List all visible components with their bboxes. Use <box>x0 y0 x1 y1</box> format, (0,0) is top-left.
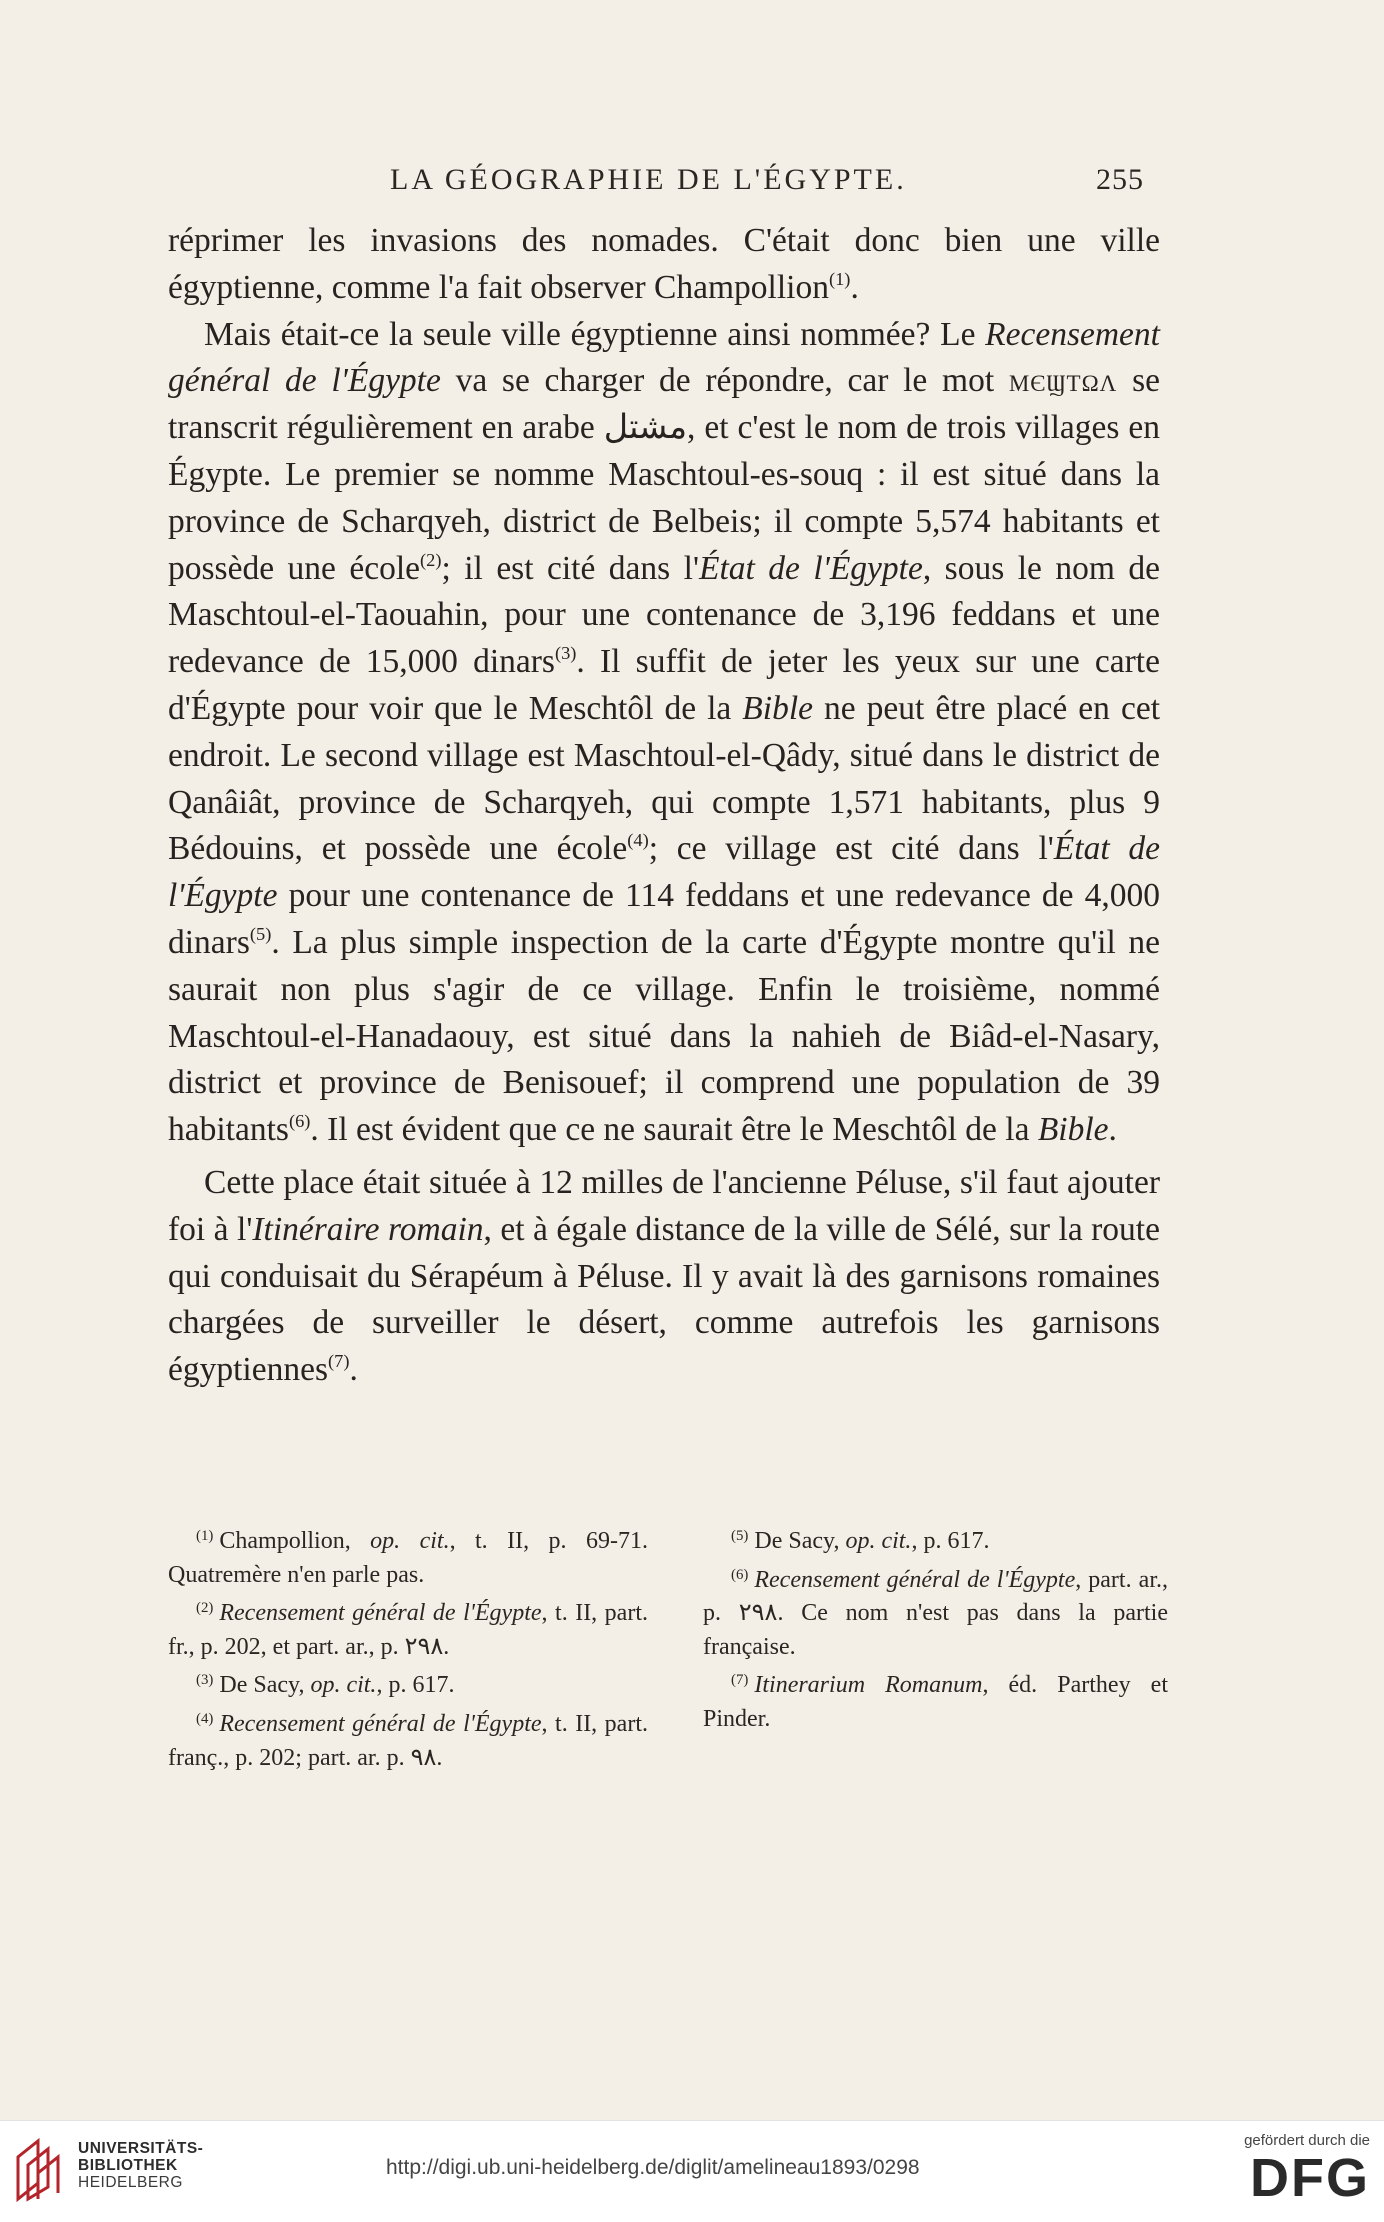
footnote-ref-4[interactable]: (4) <box>627 830 649 851</box>
footnote-ref-2[interactable]: (2) <box>420 549 442 570</box>
dfg-logo[interactable]: DFG <box>1250 2148 1370 2208</box>
footnote-1: $^{(1)}$ Champollion, op. cit., t. II, p. 69-71. Quatremère n'en parle pas. <box>168 1528 648 1588</box>
running-title: LA GÉOGRAPHIE DE L'ÉGYPTE. <box>390 163 907 196</box>
paragraph-3: Cette place était située à 12 milles de l'ancienne Péluse, s'il faut ajouter foi à l'Itinéraire romain, et à égale distance de la ville de Sélé, sur la route qui conduisait du Sérapéum à Péluse. Il y avait là des garnisons romaines chargées de surveiller le désert, comme autrefois les garnisons égyptiennes$^{(7)}$. <box>168 1163 1160 1389</box>
permalink-url[interactable]: http://digi.ub.uni-heidelberg.de/diglit/amelineau1893/0298 <box>386 2156 920 2179</box>
library-name-line-2: BIBLIOTHEK <box>78 2157 178 2174</box>
footnote-4: $^{(4)}$ Recensement général de l'Égypte, t. II, part. franç., p. 202; part. ar. p. ٩٨. <box>168 1711 648 1771</box>
footnote-ref-1[interactable]: (1) <box>828 268 851 289</box>
page-number: 255 <box>1096 163 1144 196</box>
footnote-5: $^{(5)}$ De Sacy, op. cit., p. 617. <box>731 1528 990 1555</box>
footnote-3: $^{(3)}$ De Sacy, op. cit., p. 617. <box>196 1672 455 1699</box>
footnotes-left-column <box>168 1520 648 1775</box>
coptic-word: мєϣтωλ <box>1008 362 1118 400</box>
main-text <box>168 218 1160 1394</box>
paragraph-1: réprimer les invasions des nomades. C'était donc bien une ville égyptienne, comme l'a fait observer Champollion$^{(1)}$. <box>168 222 1160 306</box>
paragraph-2: Mais était-ce la seule ville égyptienne ainsi nommée? Le Recensement général de l'Égypte va se charger de répondre, car le mot мєϣтωλ se transcrit régulièrement en arabe مشتل, et c'est le nom de trois villages en Égypte. Le premier se nomme Maschtoul-es-souq : il est situé dans la province de Scharqyeh, district de Belbeis; il compte 5,574 habitants et possède une école$^{(2)}$; il est cité dans l'État de l'Égypte, sous le nom de Maschtoul-el-Taouahin, pour une contenance de 3,196 feddans et une redevance de 15,000 dinars$^{(3)}$. Il suffit de jeter les yeux sur une carte d'Égypte pour voir que le Meschtôl de la Bible ne peut être placé en cet endroit. Le second village est Maschtoul-el-Qâdy, situé dans le district de Qanâiât, province de Scharqyeh, qui compte 1,571 habitants, plus 9 Bédouins, et possède une école$^{(4)}$; ce village est cité dans l'État de l'Égypte pour une contenance de 114 feddans et une redevance de 4,000 dinars$^{(5)}$. La plus simple inspection de la carte d'Égypte montre qu'il ne saurait non plus s'agir de ce village. Enfin le troisième, nommé Maschtoul-el-Hanadaouy, est situé dans la nahieh de Biâd-el-Nasary, district et province de Benisouef; il comprend une population de 39 habitants$^{(6)}$. Il est évident que ce ne saurait être le Meschtôl de la Bible. <box>168 315 1161 1149</box>
library-logo-icon[interactable] <box>14 2137 62 2203</box>
library-name[interactable] <box>78 2140 203 2191</box>
footnote-7: $^{(7)}$ Itinerarium Romanum, éd. Parthey et Pinder. <box>703 1672 1168 1733</box>
footnotes-right-column <box>703 1520 1168 1737</box>
footnote-ref-3[interactable]: (3) <box>554 643 577 664</box>
footnote-ref-6[interactable]: (6) <box>288 1111 311 1132</box>
footnote-6: $^{(6)}$ Recensement général de l'Égypte, part. ar., p. ٢٩٨. Ce nom n'est pas dans la partie française. <box>703 1566 1169 1660</box>
library-name-line-3: HEIDELBERG <box>78 2174 183 2191</box>
funding-text: gefördert durch die <box>1244 2132 1370 2149</box>
funding-credit <box>1210 2132 1370 2208</box>
footnote-ref-7[interactable]: (7) <box>328 1351 350 1372</box>
footnote-ref-5[interactable]: (5) <box>249 924 272 945</box>
footnote-2: $^{(2)}$ Recensement général de l'Égypte, t. II, part. fr., p. 202, et part. ar., p. ٢٩٨. <box>168 1600 648 1660</box>
arabic-word: مشتل <box>603 409 688 447</box>
library-name-line-1: UNIVERSITÄTS- <box>78 2140 204 2157</box>
page-header <box>160 163 1160 203</box>
